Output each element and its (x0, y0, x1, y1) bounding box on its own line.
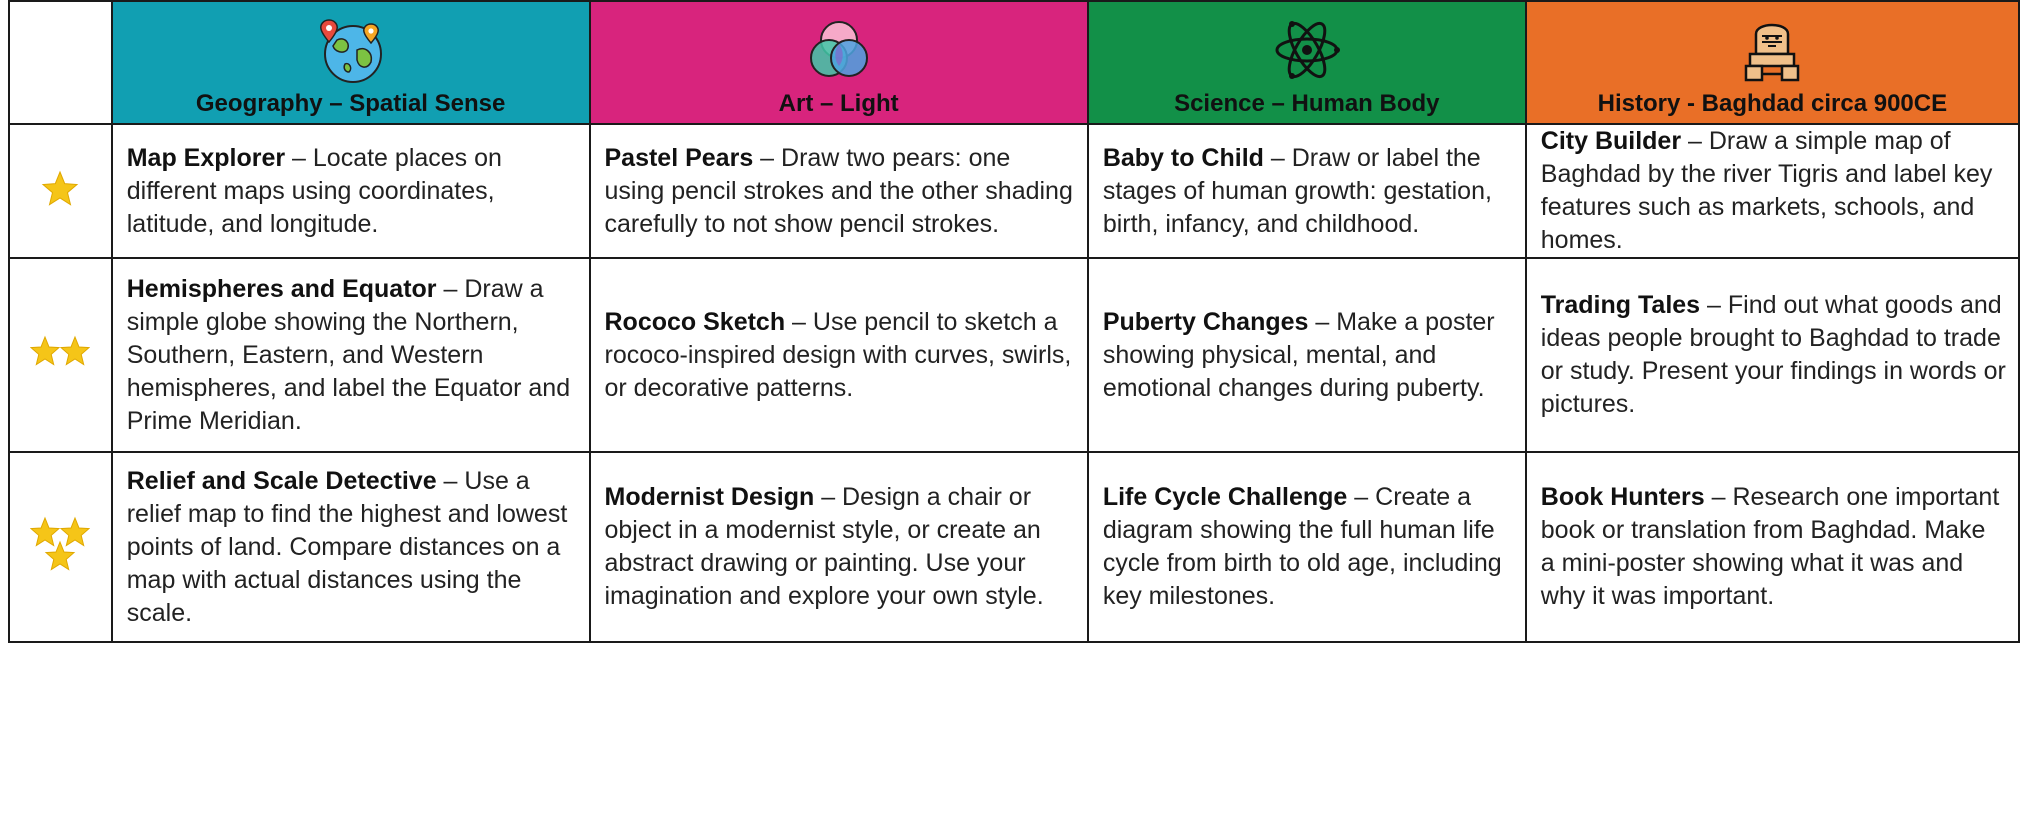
history-header (1526, 1, 2019, 124)
globe-with-pins-icon (315, 14, 387, 86)
star-icon (40, 169, 80, 209)
science-level3-task (1088, 452, 1526, 642)
art-header (590, 1, 1088, 124)
science-title: Science – Human Body (1174, 89, 1440, 117)
atom-icon (1271, 14, 1343, 86)
art-level3-task (590, 452, 1088, 642)
task-name: Modernist Design (604, 483, 815, 511)
level-three-stars (9, 452, 112, 642)
task-description: – Make a poster showing physical, mental, and emotional changes during puberty. (1102, 307, 1495, 402)
task-name: Rococo Sketch (604, 307, 786, 336)
geography-level2-task (112, 258, 590, 452)
task-name: Puberty Changes (1102, 307, 1309, 336)
art-level2-task (590, 258, 1088, 452)
color-circles-icon (803, 14, 875, 86)
task-name: Trading Tales (1540, 291, 1701, 319)
science-level1-task (1088, 124, 1526, 258)
corner-cell (9, 1, 112, 124)
geography-level1-task (112, 124, 590, 258)
task-name: Baby to Child (1102, 143, 1264, 172)
task-name: Pastel Pears (604, 143, 754, 172)
task-name: Relief and Scale Detective (126, 466, 437, 495)
three-stars-icon (30, 516, 90, 574)
task-description: – Draw a simple globe showing the Northern, Southern, Eastern, and Western hemispheres, and label the Equator and Prime Meridian. (126, 274, 571, 435)
task-name: Book Hunters (1540, 483, 1705, 511)
choice-grid (8, 0, 2020, 643)
task-name: Hemispheres and Equator (126, 274, 437, 303)
geography-title: Geography – Spatial Sense (195, 89, 506, 117)
two-stars-icon (30, 335, 90, 371)
task-description: – Draw or label the stages of human growth: gestation, birth, infancy, and childhood. (1102, 143, 1492, 238)
history-level1-task (1526, 124, 2019, 258)
task-description: – Research one important book or translation from Baghdad. Make a mini-poster showing what it was and why it was important. (1540, 483, 2000, 610)
task-name: Map Explorer (126, 143, 286, 172)
level-two-stars (9, 258, 112, 452)
science-level2-task (1088, 258, 1526, 452)
history-title: History - Baghdad circa 900CE (1597, 89, 1948, 117)
task-description: – Locate places on different maps using coordinates, latitude, and longitude. (126, 143, 502, 238)
task-name: Life Cycle Challenge (1102, 483, 1348, 511)
level-one-star (9, 124, 112, 258)
task-description: – Create a diagram showing the full human life cycle from birth to old age, including key milestones. (1102, 483, 1502, 610)
task-description: – Use a relief map to find the highest and lowest points of land. Compare distances on a map with actual distances using the scale. (126, 466, 568, 627)
science-header (1088, 1, 1526, 124)
task-name: City Builder (1540, 127, 1682, 155)
art-title: Art – Light (778, 89, 899, 117)
task-description: – Draw a simple map of Baghdad by the river Tigris and label key features such as markets, schools, and homes. (1540, 127, 1993, 254)
task-description: – Find out what goods and ideas people brought to Baghdad to trade or study. Present your findings in words or pictures. (1540, 291, 2006, 418)
task-description: – Design a chair or object in a modernist style, or create an abstract drawing or painting. Use your imagination and explore your own style. (604, 483, 1044, 610)
geography-level3-task (112, 452, 590, 642)
task-description: – Use pencil to sketch a rococo-inspired design with curves, swirls, or decorative patterns. (604, 307, 1072, 402)
geography-header (112, 1, 590, 124)
history-level2-task (1526, 258, 2019, 452)
sphinx-icon (1736, 14, 1808, 86)
history-level3-task (1526, 452, 2019, 642)
task-description: – Draw two pears: one using pencil strokes and the other shading carefully to not show pencil strokes. (604, 143, 1073, 238)
art-level1-task (590, 124, 1088, 258)
